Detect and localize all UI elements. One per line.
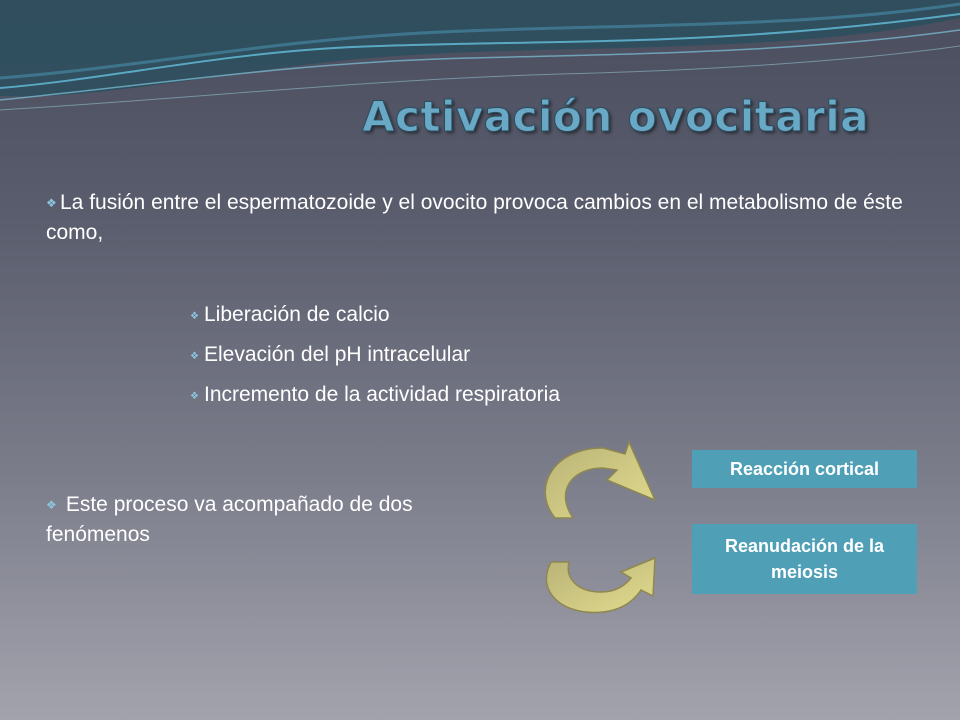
cortical-reaction-box: Reacción cortical [692,450,917,488]
diamond-bullet-icon: ❖ [190,391,199,402]
process-text: Este proceso va acompañado de dos fenómenos [46,493,413,546]
intro-text: La fusión entre el espermatozoide y el ovocito provoca cambios en el metabolismo de éste como, [46,191,903,244]
list-item-label: Incremento de la actividad respiratoria [204,383,561,406]
slide-title: Activación ovocitaria [362,92,870,141]
diamond-bullet-icon: ❖ [46,498,57,512]
diamond-bullet-icon: ❖ [46,196,57,210]
process-paragraph [46,490,486,550]
list-item [190,376,560,416]
metabolic-changes-list [190,296,560,416]
list-item [190,296,560,336]
diamond-bullet-icon: ❖ [190,351,199,362]
list-item [190,336,560,376]
diamond-bullet-icon: ❖ [190,311,199,322]
meiosis-resumption-box: Reanudación de la meiosis [692,524,917,594]
list-item-label: Liberación de calcio [204,303,390,326]
intro-paragraph [46,188,906,248]
list-item-label: Elevación del pH intracelular [204,343,471,366]
curved-arrow-icon [525,440,665,620]
